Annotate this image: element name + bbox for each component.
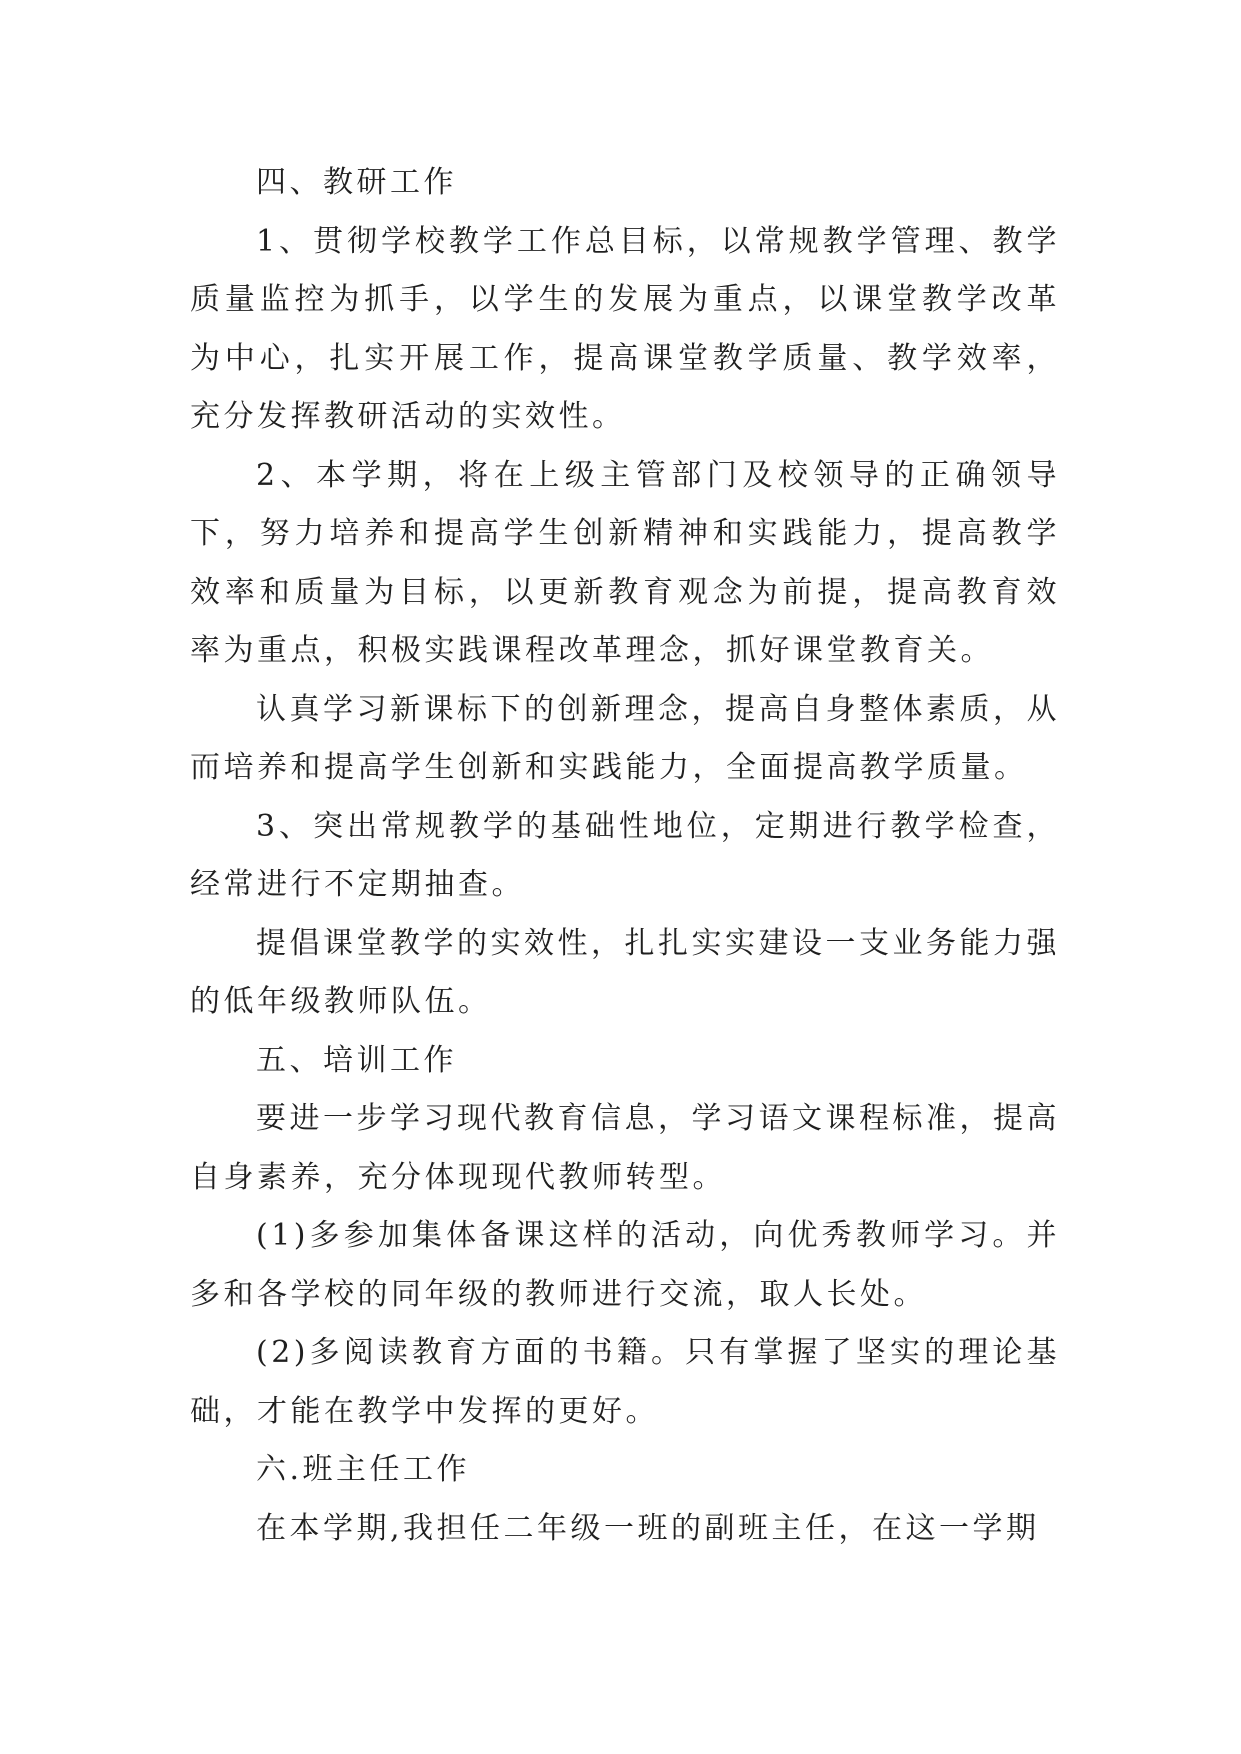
paragraph-new-curriculum: 认真学习新课标下的创新理念，提高自身整体素质，从而培养和提高学生创新和实践能力，全面提高教学质量。 [190,691,1060,785]
paragraph-item-1: 1、贯彻学校教学工作总目标，以常规教学管理、教学质量监控为抓手，以学生的发展为重点，以课堂教学改革为中心，扎实开展工作，提高课堂教学质量、教学效率，充分发挥教研活动的实效性。 [190,223,1060,434]
section-heading-teaching-research: 四、教研工作 [256,165,457,200]
paragraph-training-2: (2)多阅读教育方面的书籍。只有掌握了坚实的理论基础，才能在教学中发挥的更好。 [190,1335,1060,1429]
paragraph-class-teacher: 在本学期,我担任二年级一班的副班主任，在这一学期 [256,1510,1040,1546]
paragraph-item-2: 2、本学期，将在上级主管部门及校领导的正确领导下，努力培养和提高学生创新精神和实践能力，提高教学效率和质量为目标，以更新教育观念为前提，提高教育效率为重点，积极实践课程改革理念，抓好课堂教育关。 [190,457,1060,668]
paragraph-item-3: 3、突出常规教学的基础性地位，定期进行教学检查，经常进行不定期抽查。 [190,808,1060,902]
paragraph-training-1: (1)多参加集体备课这样的活动，向优秀教师学习。并多和各学校的同年级的教师进行交流，取人长处。 [190,1218,1060,1312]
paragraph-training-intro: 要进一步学习现代教育信息，学习语文课程标准，提高自身素养，充分体现现代教师转型。 [190,1101,1060,1195]
section-heading-class-teacher: 六.班主任工作 [256,1452,471,1487]
section-heading-training: 五、培训工作 [256,1042,457,1078]
paragraph-effectiveness: 提倡课堂教学的实效性，扎扎实实建设一支业务能力强的低年级教师队伍。 [190,925,1060,1019]
document-body [190,154,1060,1558]
